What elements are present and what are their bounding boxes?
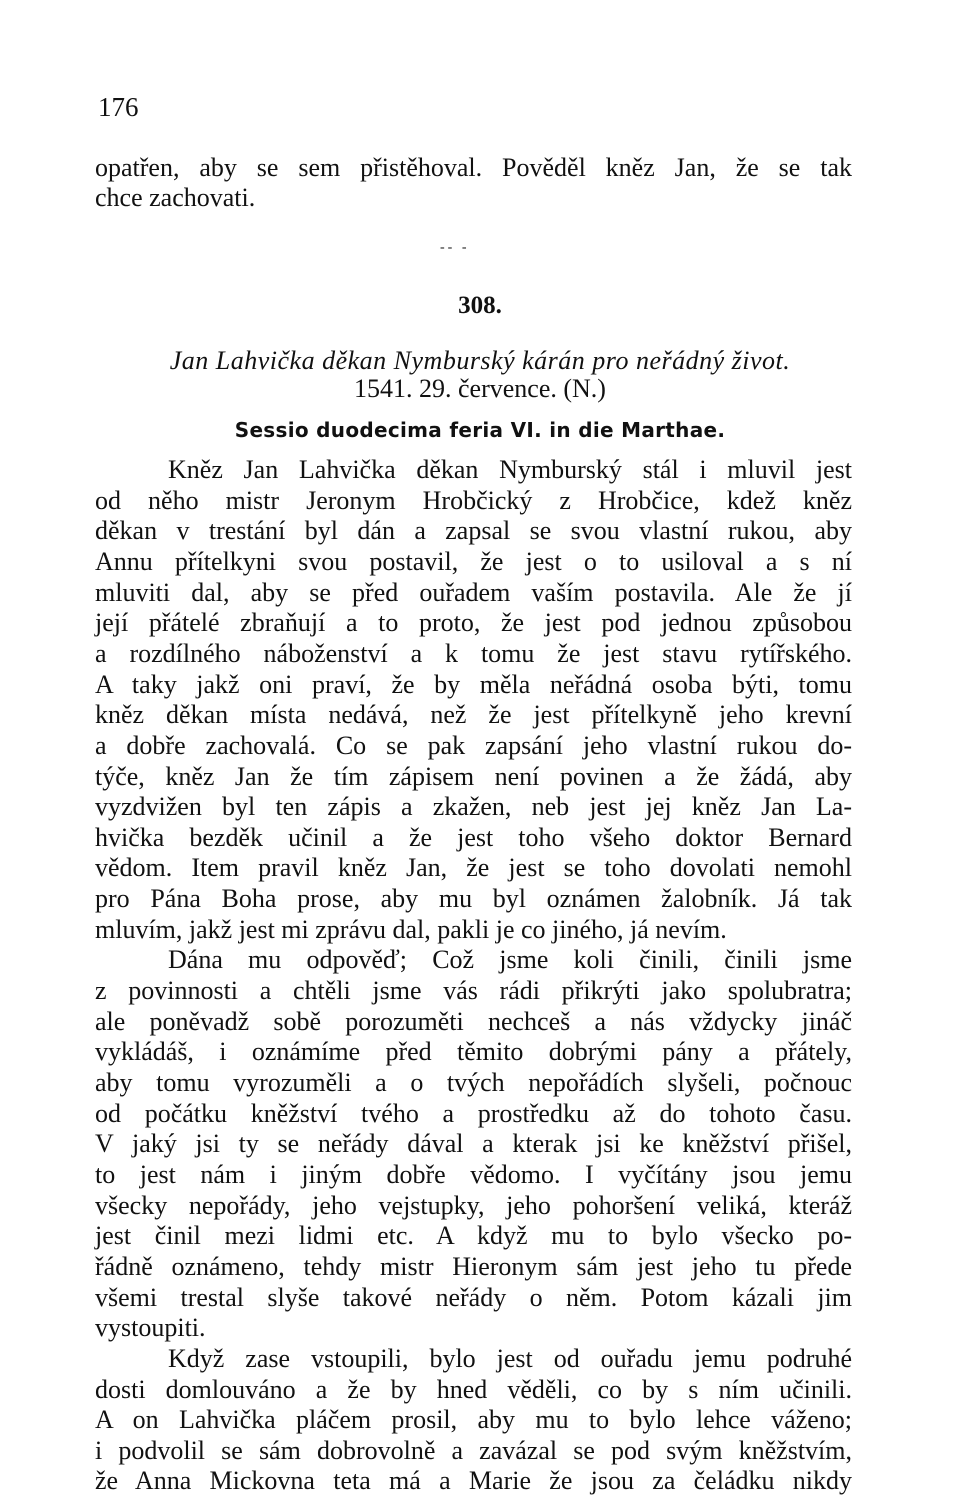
body-line: všecky nepořády, jeho vejstupky, jeho pohoršení veliká, kteráž: [95, 1191, 852, 1220]
body-line: a dobře zachovalá. Co se pak zapsání jeho vlastní rukou do-: [95, 731, 852, 760]
body-line: V jaký jsi ty se neřády dával a kterak jsi ke kněžství přišel,: [95, 1129, 852, 1158]
body-line: že Anna Mickovna teta má a Marie že jsou za čeládku nikdy: [95, 1466, 852, 1495]
body-line: hvička bezděk učinil a že jest toho všeho doktor Bernard: [95, 823, 852, 852]
body-line: Kněz Jan Lahvička děkan Nymburský stál i mluvil jest: [168, 455, 852, 484]
body-line: A on Lahvička pláčem prosil, aby mu to bylo lehce váženo;: [95, 1405, 852, 1434]
session-line: Sessio duodecima feria VI. in die Marthae.: [234, 418, 726, 442]
body-line: kněz děkan místa nedává, než že jest přítelkyně jeho krevní: [95, 700, 852, 729]
body-line: vědom. Item pravil kněz Jan, že jest se toho dovolati nemohl: [95, 853, 852, 882]
body-line: Když zase vstoupili, bylo jest od ouřadu jemu podruhé: [168, 1344, 852, 1373]
body-line: vykládáš, i oznámíme před těmito dobrými pány a přátely,: [95, 1037, 852, 1066]
body-line: aby tomu vyrozuměli a o tvých nepořádích slyšeli, počnouc: [95, 1068, 852, 1097]
body-line: všemi trestal slyše takové neřády o něm. Potom kázali jim: [95, 1283, 852, 1312]
body-line: Annu přítelkyni svou postavil, že jest o to usiloval a s ní: [95, 547, 852, 576]
intro-line: opatřen, aby se sem přistěhoval. Pověděl kněz Jan, že se tak: [95, 153, 852, 182]
document-title: [0, 346, 960, 376]
body-line: pro Pána Boha prose, aby mu byl oznámen žalobník. Já tak: [95, 884, 852, 913]
body-line: dosti domlouváno a že by hned věděli, co by s ním učinili.: [95, 1375, 852, 1404]
separator: -- -: [440, 240, 470, 255]
body-line: Dána mu odpověď; Což jsme koli činili, činili jsme: [168, 945, 852, 974]
body-line: děkan v trestání byl dán a zapsal se svou vlastní rukou, aby: [95, 516, 852, 545]
intro-line: chce zachovati.: [95, 183, 256, 212]
body-line: vystoupiti.: [95, 1313, 206, 1342]
body-line: vyzdvižen byl ten zápis a zkažen, neb jest jej kněz Jan La-: [95, 792, 852, 821]
body-line: a rozdílného náboženství a k tomu že jest stavu rytířského.: [95, 639, 852, 668]
body-line: to jest nám i jiným dobře vědomo. I vyčítány jsou jemu: [95, 1160, 852, 1189]
document-title-text: Jan Lahvička děkan Nymburský kárán pro neřádný život.: [169, 346, 791, 375]
body-line: od něho mistr Jeronym Hrobčický z Hrobčice, kdež kněz: [95, 486, 852, 515]
body-line: mluviti dal, aby se před ouřadem vaším postavila. Ale že jí: [95, 578, 852, 607]
body-line: od počátku kněžství tvého a prostředku až do tohoto času.: [95, 1099, 852, 1128]
body-line: řádně oznámeno, tehdy mistr Hieronym sám jest jeho tu přede: [95, 1252, 852, 1281]
page-number: 176: [98, 92, 139, 122]
body-line: z povinnosti a chtěli jsme vás rádi přikrýti jako spolubratra;: [95, 976, 852, 1005]
body-line: i podvolil se sám dobrovolně a zavázal se pod svým kněžstvím,: [95, 1436, 852, 1465]
body-line: A taky jakž oni praví, že by měla neřádná osoba býti, tomu: [95, 670, 852, 699]
document-number: 308.: [458, 292, 502, 319]
body-line: mluvím, jakž jest mi zprávu dal, pakli je co jiného, já nevím.: [95, 915, 727, 944]
body-line: ale poněvadž sobě porozuměti nechceš a nás vždycky jináč: [95, 1007, 852, 1036]
body-line: její přátelé zbraňují a to proto, že jest pod jednou způsobou: [95, 608, 852, 637]
document-date: 1541. 29. července. (N.): [354, 374, 606, 403]
body-line: jest činil mezi lidmi etc. A když mu to bylo všecko po-: [95, 1221, 852, 1250]
body-line: týče, kněz Jan že tím zápisem není povinen a že žádá, aby: [95, 762, 852, 791]
